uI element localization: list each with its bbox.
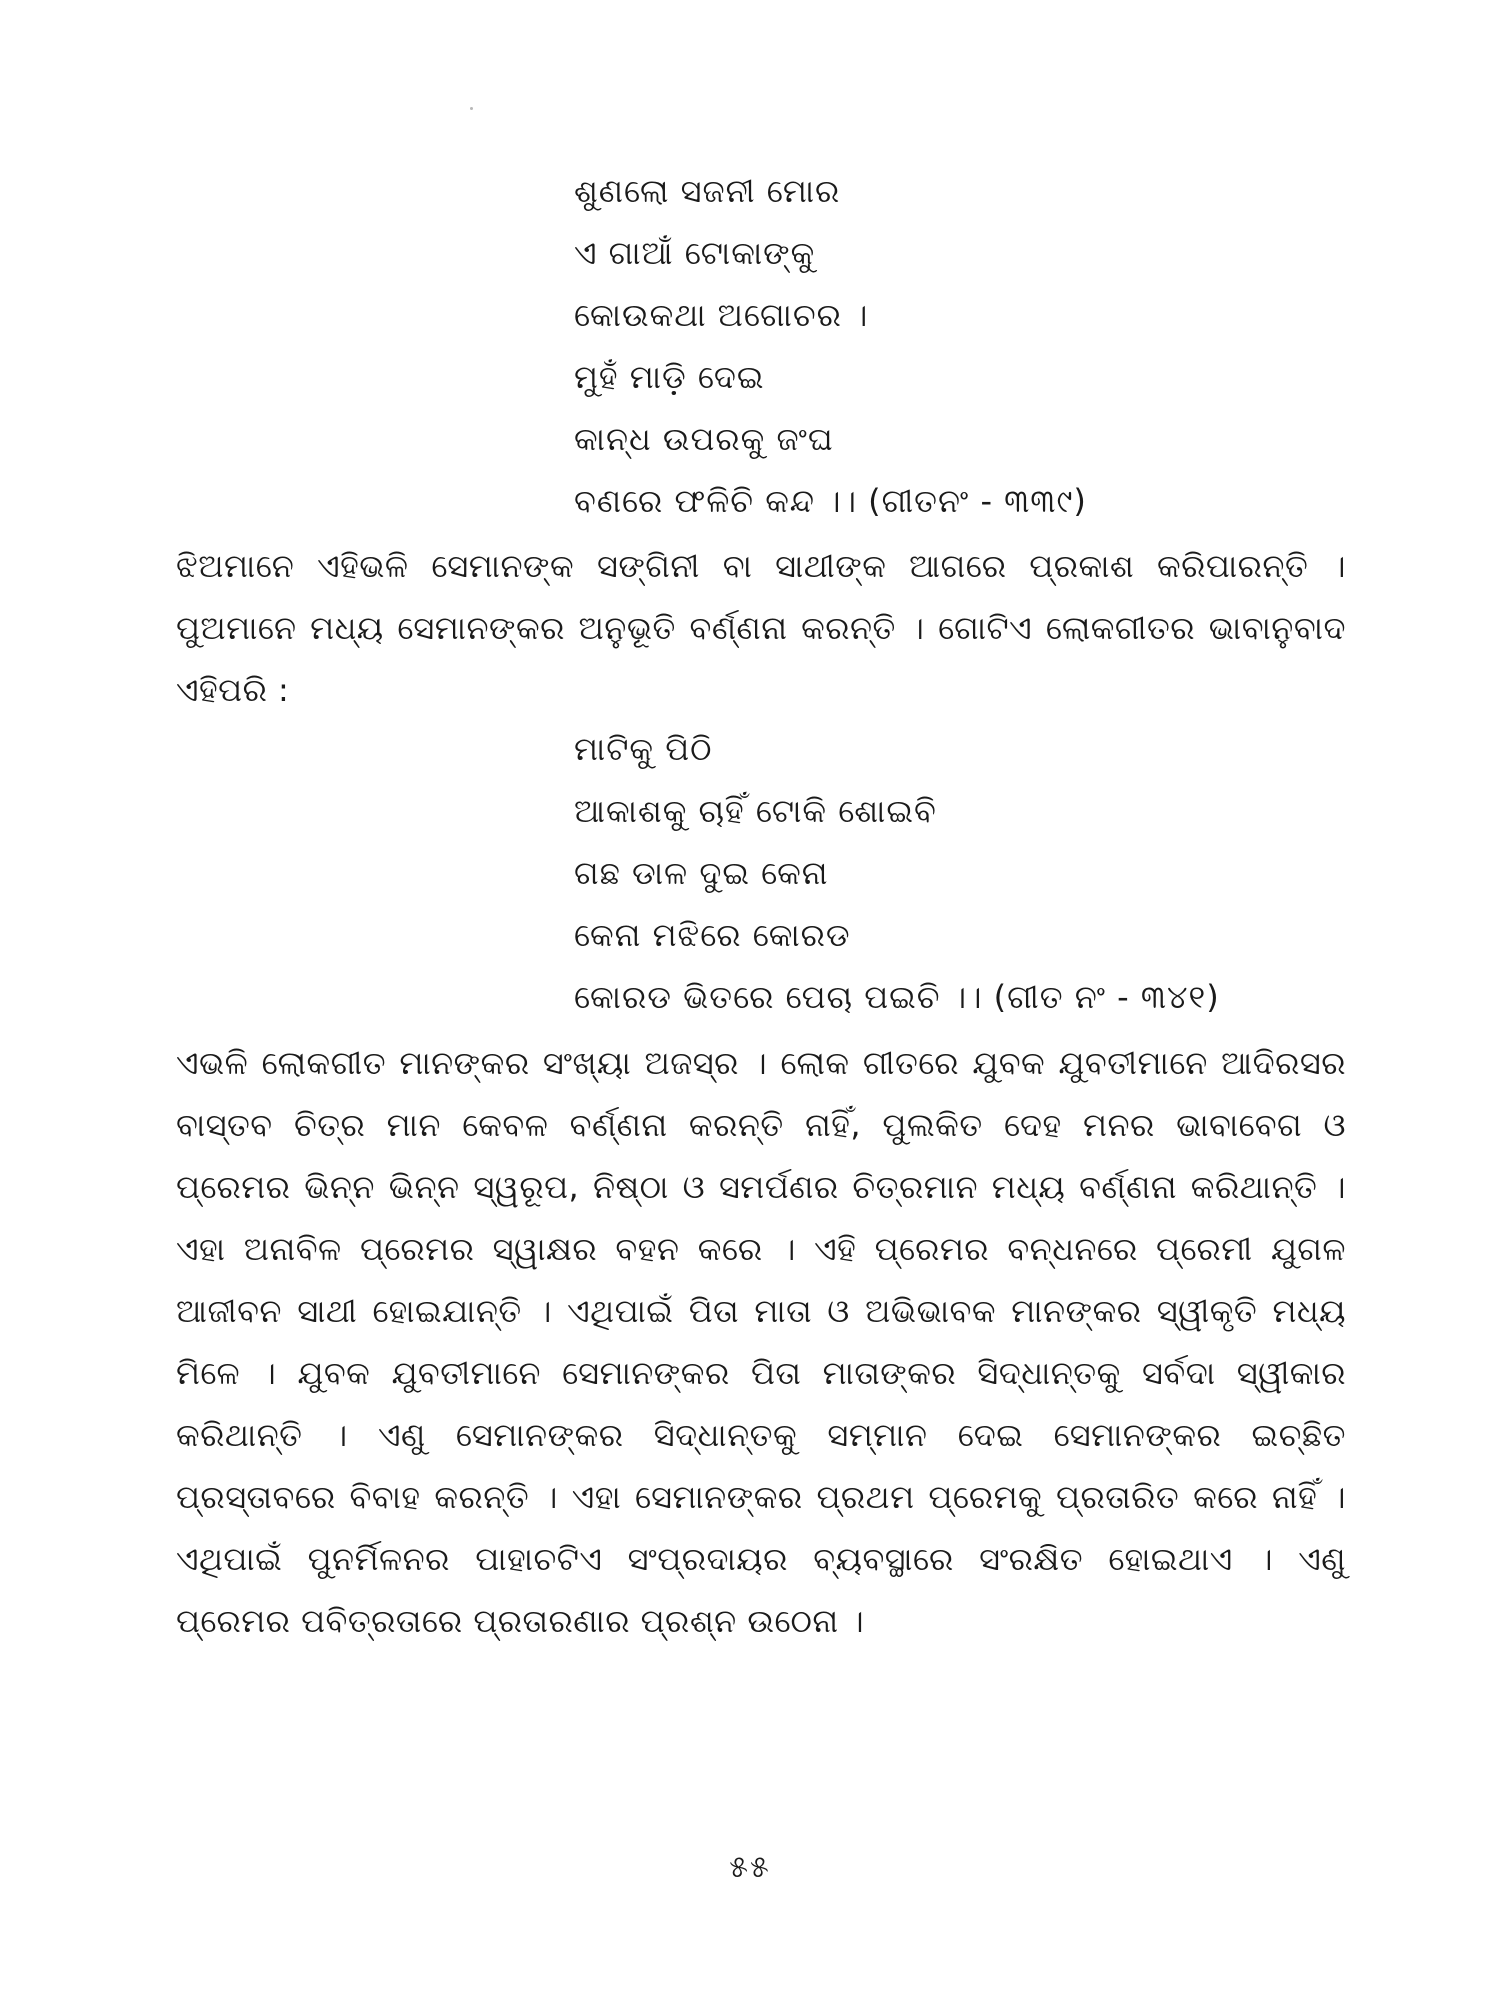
verse-line: ବଣରେ ଫଳିଚି କନ୍ଦ ।। (ଗୀତନଂ - ୩୩୯)	[574, 482, 1087, 520]
verse-line: ଗଛ ଡାଳ ଦୁଇ କେନା	[574, 854, 829, 892]
verse-line: କାନ୍ଧ ଉପରକୁ ଜଂଘ	[574, 420, 834, 458]
verse-line: ଏ ଗାଆଁ ଟୋକାଙ୍କୁ	[574, 234, 816, 272]
speck-mark	[470, 107, 473, 110]
body-paragraph-1: ଝିଅମାନେ ଏହିଭଳି ସେମାନଙ୍କ ସଙ୍ଗିନୀ ବା ସାଥୀଙ୍କ ଆଗରେ ପ୍ରକାଶ କରିପାରନ୍ତି । ପୁଅମାନେ ମଧ୍ୟ ସେମାନଙ୍କର ଅନୁଭୂତି ବର୍ଣ୍ଣନା କରନ୍ତି । ଗୋଟିଏ ଲୋକଗୀତର ଭାବାନୁବାଦ ଏହିପରି :	[176, 547, 1346, 709]
folk-song-verse-1	[574, 160, 1087, 532]
folk-song-verse-2	[574, 718, 1220, 1028]
verse-line: ମୁହଁ ମାଡ଼ି ଦେଇ	[574, 358, 765, 396]
body-paragraph-2: ଏଭଳି ଲୋକଗୀତ ମାନଙ୍କର ସଂଖ୍ୟା ଅଜସ୍ର । ଲୋକ ଗୀତରେ ଯୁବକ ଯୁବତୀମାନେ ଆଦିରସର ବାସ୍ତବ ଚିତ୍ର ମାନ କେବଳ ବର୍ଣ୍ଣନା କରନ୍ତି ନାହିଁ, ପୁଲକିତ ଦେହ ମନର ଭାବାବେଗ ଓ ପ୍ରେମର ଭିନ୍ନ ଭିନ୍ନ ସ୍ୱରୂପ, ନିଷ୍ଠା ଓ ସମର୍ପଣର ଚିତ୍ରମାନ ମଧ୍ୟ ବର୍ଣ୍ଣନା କରିଥାନ୍ତି । ଏହା ଅନାବିଳ ପ୍ରେମର ସ୍ୱାକ୍ଷର ବହନ କରେ । ଏହି ପ୍ରେମର ବନ୍ଧନରେ ପ୍ରେମୀ ଯୁଗଳ ଆଜୀବନ ସାଥୀ ହୋଇଯାନ୍ତି । ଏଥିପାଇଁ ପିତା ମାତା ଓ ଅଭିଭାବକ ମାନଙ୍କର ସ୍ୱୀକୃତି ମଧ୍ୟ ମିଳେ । ଯୁବକ ଯୁବତୀମାନେ ସେମାନଙ୍କର ପିତା ମାତାଙ୍କର ସିଦ୍ଧାନ୍ତକୁ ସର୍ବଦା ସ୍ୱୀକାର କରିଥାନ୍ତି । ଏଣୁ ସେମାନଙ୍କର ସିଦ୍ଧାନ୍ତକୁ ସମ୍ମାନ ଦେଇ ସେମାନଙ୍କର ଇଚ୍ଛିତ ପ୍ରସ୍ତାବରେ ବିବାହ କରନ୍ତି । ଏହା ସେମାନଙ୍କର ପ୍ରଥମ ପ୍ରେମକୁ ପ୍ରତାରିତ କରେ ନାହିଁ । ଏଥିପାଇଁ ପୁନର୍ମିଳନର ପାହାଚଟିଏ ସଂପ୍ରଦାୟର ବ୍ୟବସ୍ଥାରେ ସଂରକ୍ଷିତ ହୋଇଥାଏ । ଏଣୁ ପ୍ରେମର ପବିତ୍ରତାରେ ପ୍ରତାରଣାର ପ୍ରଶ୍ନ ଉଠେନା ।	[176, 1044, 1346, 1640]
page-number: ୫୫	[729, 1850, 771, 1885]
verse-line: କେନା ମଝିରେ କୋରଡ	[574, 916, 851, 954]
verse-line: କୋଉକଥା ଅଗୋଚର ।	[574, 296, 869, 334]
verse-line: ଆକାଶକୁ ଚାହିଁ ଟୋକି ଶୋଇବି	[574, 792, 937, 830]
verse-line: ଶୁଣଲୋ ସଜନୀ ମୋର	[574, 172, 841, 210]
verse-line: କୋରଡ ଭିତରେ ପେଚା ପଇଚି ।। (ଗୀତ ନଂ - ୩୪୧)	[574, 978, 1220, 1016]
verse-line: ମାଟିକୁ ପିଠି	[574, 730, 713, 768]
